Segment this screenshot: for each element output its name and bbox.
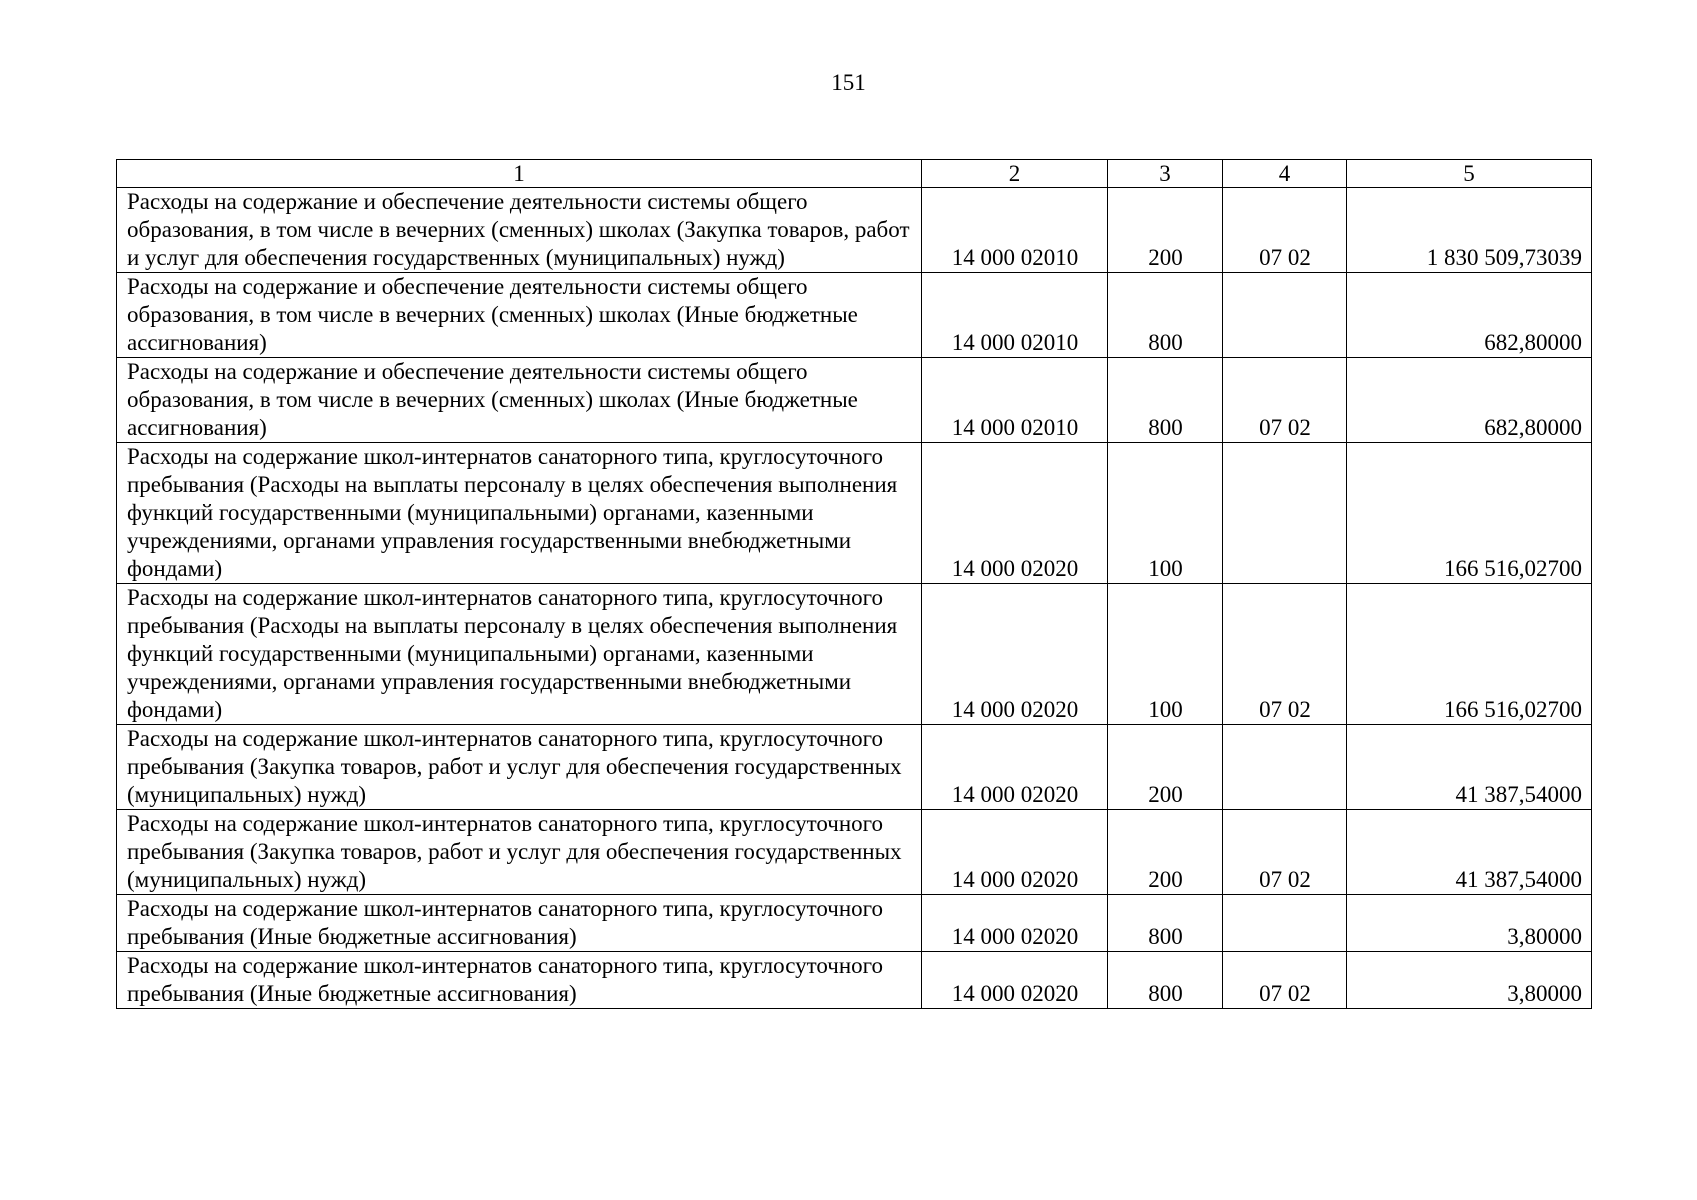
cell-target-code: 14 000 02020 <box>922 952 1108 1009</box>
cell-section: 07 02 <box>1223 810 1347 895</box>
cell-section <box>1223 895 1347 952</box>
cell-amount: 166 516,02700 <box>1347 443 1592 584</box>
table-row <box>117 952 1592 1009</box>
cell-description: Расходы на содержание школ-интернатов санаторного типа, круглосуточного пребывания (Закупка товаров, работ и услуг для обеспечения государственных (муниципальных) нужд) <box>117 810 922 895</box>
cell-amount: 3,80000 <box>1347 895 1592 952</box>
column-header-1: 1 <box>117 160 922 188</box>
cell-amount: 166 516,02700 <box>1347 584 1592 725</box>
cell-amount: 41 387,54000 <box>1347 810 1592 895</box>
column-header-3: 3 <box>1108 160 1223 188</box>
cell-expense-type: 100 <box>1108 443 1223 584</box>
page-number: 151 <box>831 70 866 95</box>
cell-expense-type: 200 <box>1108 725 1223 810</box>
cell-target-code: 14 000 02010 <box>922 188 1108 273</box>
cell-target-code: 14 000 02010 <box>922 358 1108 443</box>
table-row <box>117 358 1592 443</box>
cell-expense-type: 200 <box>1108 188 1223 273</box>
cell-expense-type: 200 <box>1108 810 1223 895</box>
cell-description: Расходы на содержание школ-интернатов санаторного типа, круглосуточного пребывания (Расходы на выплаты персоналу в целях обеспечения выполнения функций государственными (муниципальными) органами, казенными учреждениями, органами управления государственными внебюджетными фондами) <box>117 443 922 584</box>
cell-section: 07 02 <box>1223 358 1347 443</box>
cell-section <box>1223 273 1347 358</box>
cell-description: Расходы на содержание и обеспечение деятельности системы общего образования, в том числе в вечерних (сменных) школах (Иные бюджетные ассигнования) <box>117 273 922 358</box>
cell-target-code: 14 000 02010 <box>922 273 1108 358</box>
table-row <box>117 188 1592 273</box>
cell-amount: 3,80000 <box>1347 952 1592 1009</box>
table-row <box>117 443 1592 584</box>
column-header-5: 5 <box>1347 160 1592 188</box>
table-row <box>117 273 1592 358</box>
column-header-4: 4 <box>1223 160 1347 188</box>
cell-section: 07 02 <box>1223 188 1347 273</box>
cell-expense-type: 800 <box>1108 273 1223 358</box>
table-row <box>117 895 1592 952</box>
cell-amount: 682,80000 <box>1347 358 1592 443</box>
cell-section: 07 02 <box>1223 584 1347 725</box>
cell-description: Расходы на содержание школ-интернатов санаторного типа, круглосуточного пребывания (Расходы на выплаты персоналу в целях обеспечения выполнения функций государственными (муниципальными) органами, казенными учреждениями, органами управления государственными внебюджетными фондами) <box>117 584 922 725</box>
table-row <box>117 725 1592 810</box>
column-header-2: 2 <box>922 160 1108 188</box>
cell-section: 07 02 <box>1223 952 1347 1009</box>
cell-target-code: 14 000 02020 <box>922 443 1108 584</box>
cell-description: Расходы на содержание школ-интернатов санаторного типа, круглосуточного пребывания (Иные бюджетные ассигнования) <box>117 895 922 952</box>
table-row <box>117 584 1592 725</box>
cell-expense-type: 800 <box>1108 358 1223 443</box>
cell-description: Расходы на содержание и обеспечение деятельности системы общего образования, в том числе в вечерних (сменных) школах (Закупка товаров, работ и услуг для обеспечения государственных (муниципальных) нужд) <box>117 188 922 273</box>
cell-section <box>1223 443 1347 584</box>
budget-table <box>116 159 1592 1009</box>
cell-expense-type: 800 <box>1108 895 1223 952</box>
cell-target-code: 14 000 02020 <box>922 584 1108 725</box>
cell-expense-type: 100 <box>1108 584 1223 725</box>
cell-amount: 682,80000 <box>1347 273 1592 358</box>
cell-expense-type: 800 <box>1108 952 1223 1009</box>
cell-section <box>1223 725 1347 810</box>
cell-target-code: 14 000 02020 <box>922 895 1108 952</box>
cell-target-code: 14 000 02020 <box>922 725 1108 810</box>
cell-description: Расходы на содержание школ-интернатов санаторного типа, круглосуточного пребывания (Закупка товаров, работ и услуг для обеспечения государственных (муниципальных) нужд) <box>117 725 922 810</box>
cell-description: Расходы на содержание и обеспечение деятельности системы общего образования, в том числе в вечерних (сменных) школах (Иные бюджетные ассигнования) <box>117 358 922 443</box>
table-header-row <box>117 160 1592 188</box>
cell-amount: 41 387,54000 <box>1347 725 1592 810</box>
cell-amount: 1 830 509,73039 <box>1347 188 1592 273</box>
cell-target-code: 14 000 02020 <box>922 810 1108 895</box>
table-row <box>117 810 1592 895</box>
cell-description: Расходы на содержание школ-интернатов санаторного типа, круглосуточного пребывания (Иные бюджетные ассигнования) <box>117 952 922 1009</box>
